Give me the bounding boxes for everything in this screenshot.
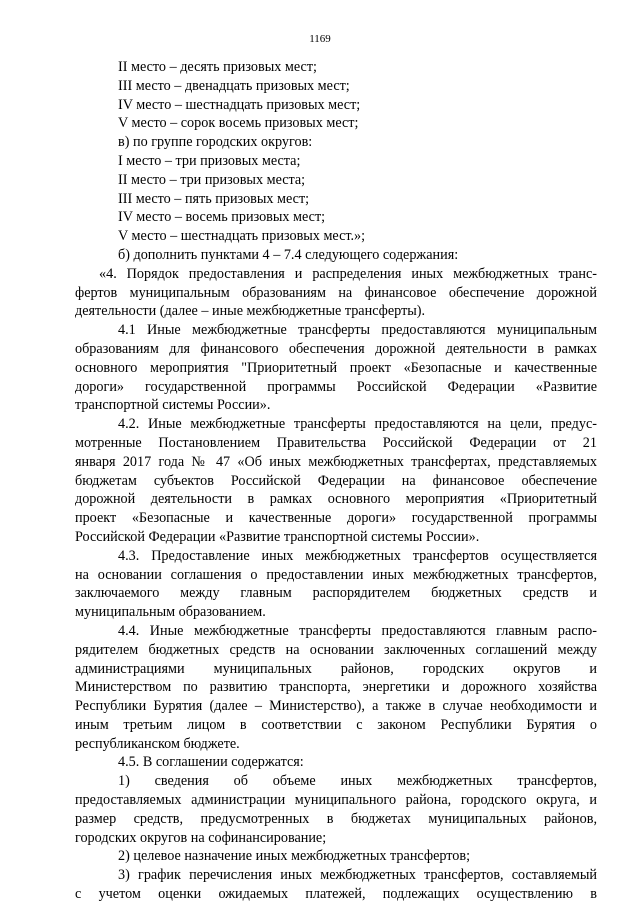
text-line: проект «Безопасные и качественные дороги» государственной программы	[75, 510, 597, 527]
text-line: 4.2. Иные межбюджетные трансферты предоставляются на цели, предус-	[118, 416, 597, 433]
text-line: республиканском бюджете.	[75, 735, 240, 752]
text-line: 4.1 Иные межбюджетные трансферты предоставляются муниципальным	[118, 322, 597, 339]
text-line: II место – три призовых места;	[118, 171, 306, 188]
text-line: мотренные Постановлением Правительства Российской Федерации от 21	[75, 434, 597, 451]
text-line: 4.5. В соглашении содержатся:	[118, 754, 304, 771]
document-body	[75, 58, 597, 904]
text-line: рядителем бюджетных средств на основании заключенных соглашений между	[75, 641, 597, 658]
text-line: 4.3. Предоставление иных межбюджетных трансфертов осуществляется	[118, 547, 597, 564]
text-line: 1) сведения об объеме иных межбюджетных трансфертов,	[118, 773, 597, 790]
text-line: основного мероприятия "Приоритетный проект «Безопасные и качественные	[75, 359, 597, 376]
text-line: бюджетам субъектов Российской Федерации на финансовое обеспечение	[75, 472, 597, 489]
text-line: б) дополнить пунктами 4 – 7.4 следующего содержания:	[118, 246, 459, 263]
text-line: IV место – шестнадцать призовых мест;	[118, 96, 361, 113]
text-line: фертов муниципальным образованиям на финансовое обеспечение дорожной	[75, 284, 597, 301]
text-line: III место – двенадцать призовых мест;	[118, 77, 350, 94]
text-line: образованиям для финансового обеспечения дорожной деятельности в рамках	[75, 340, 597, 357]
text-line: «4. Порядок предоставления и распределения иных межбюджетных транс-	[99, 265, 597, 282]
text-line: заключаемого между главным распорядителем бюджетных средств и	[75, 585, 597, 602]
text-line: I место – три призовых места;	[118, 152, 301, 169]
text-line: городских округов на софинансирование;	[75, 829, 327, 846]
text-line: дороги» государственной программы Российской Федерации «Развитие	[75, 378, 597, 395]
text-line: 4.4. Иные межбюджетные трансферты предоставляются главным распо-	[118, 622, 597, 639]
text-line: 3) график перечисления иных межбюджетных трансфертов, составляемый	[118, 867, 597, 884]
text-line: иным третьим лицом в соответствии с законом Республики Бурятия о	[75, 716, 597, 733]
text-line: Республики Бурятия (далее – Министерство), а также в случае необходимости и	[75, 698, 597, 715]
text-line: предоставляемых администрации муниципального района, городского округа, и	[75, 792, 597, 809]
text-line: 2) целевое назначение иных межбюджетных трансфертов;	[118, 848, 471, 865]
text-line: администрациями муниципальных районов, городских округов и	[75, 660, 597, 677]
text-line: муниципальным образованием.	[75, 604, 266, 621]
text-line: в) по группе городских округов:	[118, 134, 313, 151]
text-line: Российской Федерации «Развитие транспортной системы России».	[75, 528, 480, 545]
text-line: размер средств, предусмотренных в бюджетах муниципальных районов,	[75, 810, 597, 827]
text-line: III место – пять призовых мест;	[118, 190, 310, 207]
text-line: IV место – восемь призовых мест;	[118, 209, 326, 226]
text-line: V место – сорок восемь призовых мест;	[118, 115, 359, 132]
text-line: деятельности (далее – иные межбюджетные трансферты).	[75, 303, 426, 320]
text-line: января 2017 года № 47 «Об иных межбюджетных трансфертах, представляемых	[75, 453, 597, 470]
text-line: дорожной деятельности в рамках основного мероприятия «Приоритетный	[75, 491, 597, 508]
text-line: Министерством по развитию транспорта, энергетики и дорожного хозяйства	[75, 679, 597, 696]
text-line: на основании соглашения о предоставлении иных межбюджетных трансфертов,	[75, 566, 597, 583]
text-line: с учетом оценки ожидаемых платежей, подлежащих осуществлению в	[75, 886, 597, 903]
text-line: V место – шестнадцать призовых мест.»;	[118, 228, 366, 245]
page-number: 1169	[309, 33, 331, 45]
text-line: II место – десять призовых мест;	[118, 59, 317, 75]
text-line: транспортной системы России».	[75, 397, 271, 414]
